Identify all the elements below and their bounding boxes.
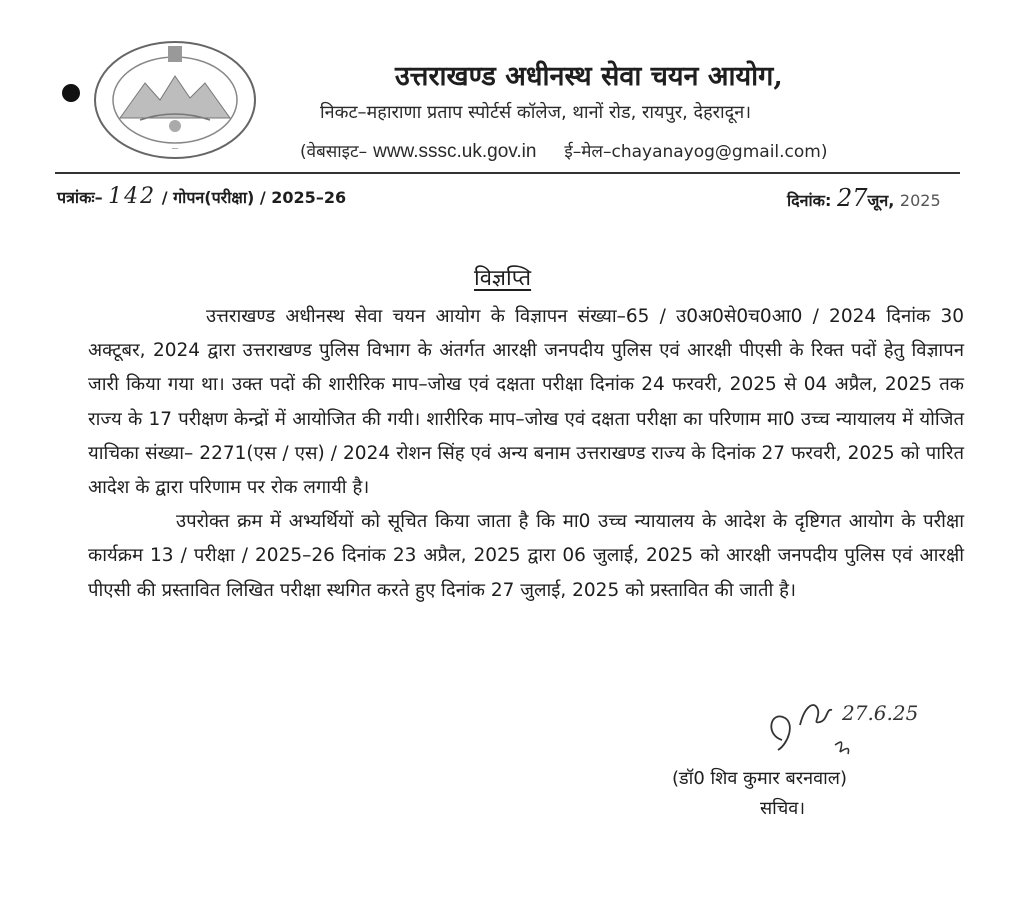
- date-handwritten-day: 27: [836, 184, 868, 212]
- contact-line: [300, 139, 828, 163]
- notice-title: विज्ञप्ति: [474, 266, 532, 291]
- reference-number: [57, 184, 346, 209]
- handwritten-signature: [760, 680, 930, 770]
- notice-paragraph: उत्तराखण्ड अधीनस्थ सेवा चयन आयोग के विज्ञापन संख्या–65 / उ0अ0से0च0आ0 / 2024 दिनांक 30 अक्टूबर, 2024 द्वारा उत्तराखण्ड पुलिस विभाग के अंतर्गत आरक्षी जनपदीय पुलिस एवं आरक्षी पीएसी के रिक्त पदों हेतु विज्ञापन जारी किया गया था। उक्त पदों की शारीरिक माप–जोख एवं दक्षता परीक्षा दिनांक 24 फरवरी, 2025 से 04 अप्रैल, 2025 तक राज्य के 17 परीक्षण केन्द्रों में आयोजित की गयी। शारीरिक माप–जोख एवं दक्षता परीक्षा का परिणाम मा0 उच्च न्यायालय में योजित याचिका संख्या– 2271(एस / एस) / 2024 रोशन सिंह एवं अन्य बनाम उत्तराखण्ड राज्य के दिनांक 27 फरवरी, 2025 को पारित आदेश के द्वारा परिणाम पर रोक लगायी है।: [88, 306, 964, 499]
- svg-text:—: —: [171, 144, 179, 152]
- signature-date: 27.6.25: [842, 701, 919, 725]
- organization-address: निकट–महाराणा प्रताप स्पोर्टर्स कॉलेज, थानों रोड, रायपुर, देहरादून।: [320, 102, 752, 123]
- notice-body: [88, 300, 964, 608]
- website-link[interactable]: www.sssc.uk.gov.in: [373, 141, 537, 162]
- reference-prefix: पत्रांकः–: [57, 188, 103, 207]
- notice-paragraph: उपरोक्त क्रम में अभ्यर्थियों को सूचित किया जाता है कि मा0 उच्च न्यायालय के आदेश के दृष्टिगत आयोग के परीक्षा कार्यक्रम 13 / परीक्षा / 2025–26 दिनांक 23 अप्रैल, 2025 द्वारा 06 जुलाई, 2025 को आरक्षी जनपदीय पुलिस एवं आरक्षी पीएसी की प्रस्तावित लिखित परीक्षा स्थगित करते हुए दिनांक 27 जुलाई, 2025 को प्रस्तावित की जाती है।: [88, 511, 964, 601]
- letter-date: [787, 184, 941, 212]
- website-label: (वेबसाइट–: [300, 142, 368, 162]
- date-month: जून,: [867, 191, 895, 210]
- header-divider: [55, 172, 960, 174]
- reference-suffix: / गोपन(परीक्षा) / 2025–26: [161, 188, 347, 207]
- reference-handwritten-number: 142: [108, 184, 157, 209]
- punch-hole-mark: [62, 84, 80, 102]
- organization-name: उत्तराखण्ड अधीनस्थ सेवा चयन आयोग,: [395, 61, 783, 92]
- email-label: ई–मेल–: [564, 142, 612, 162]
- commission-seal-icon: [90, 38, 260, 163]
- date-label: दिनांक:: [787, 191, 832, 210]
- signatory-name: (डॉ0 शिव कुमार बरनवाल): [672, 768, 847, 789]
- date-year: 2025: [899, 191, 941, 210]
- signatory-designation: सचिव।: [760, 798, 806, 819]
- email-link[interactable]: chayanayog@gmail.com): [611, 142, 828, 162]
